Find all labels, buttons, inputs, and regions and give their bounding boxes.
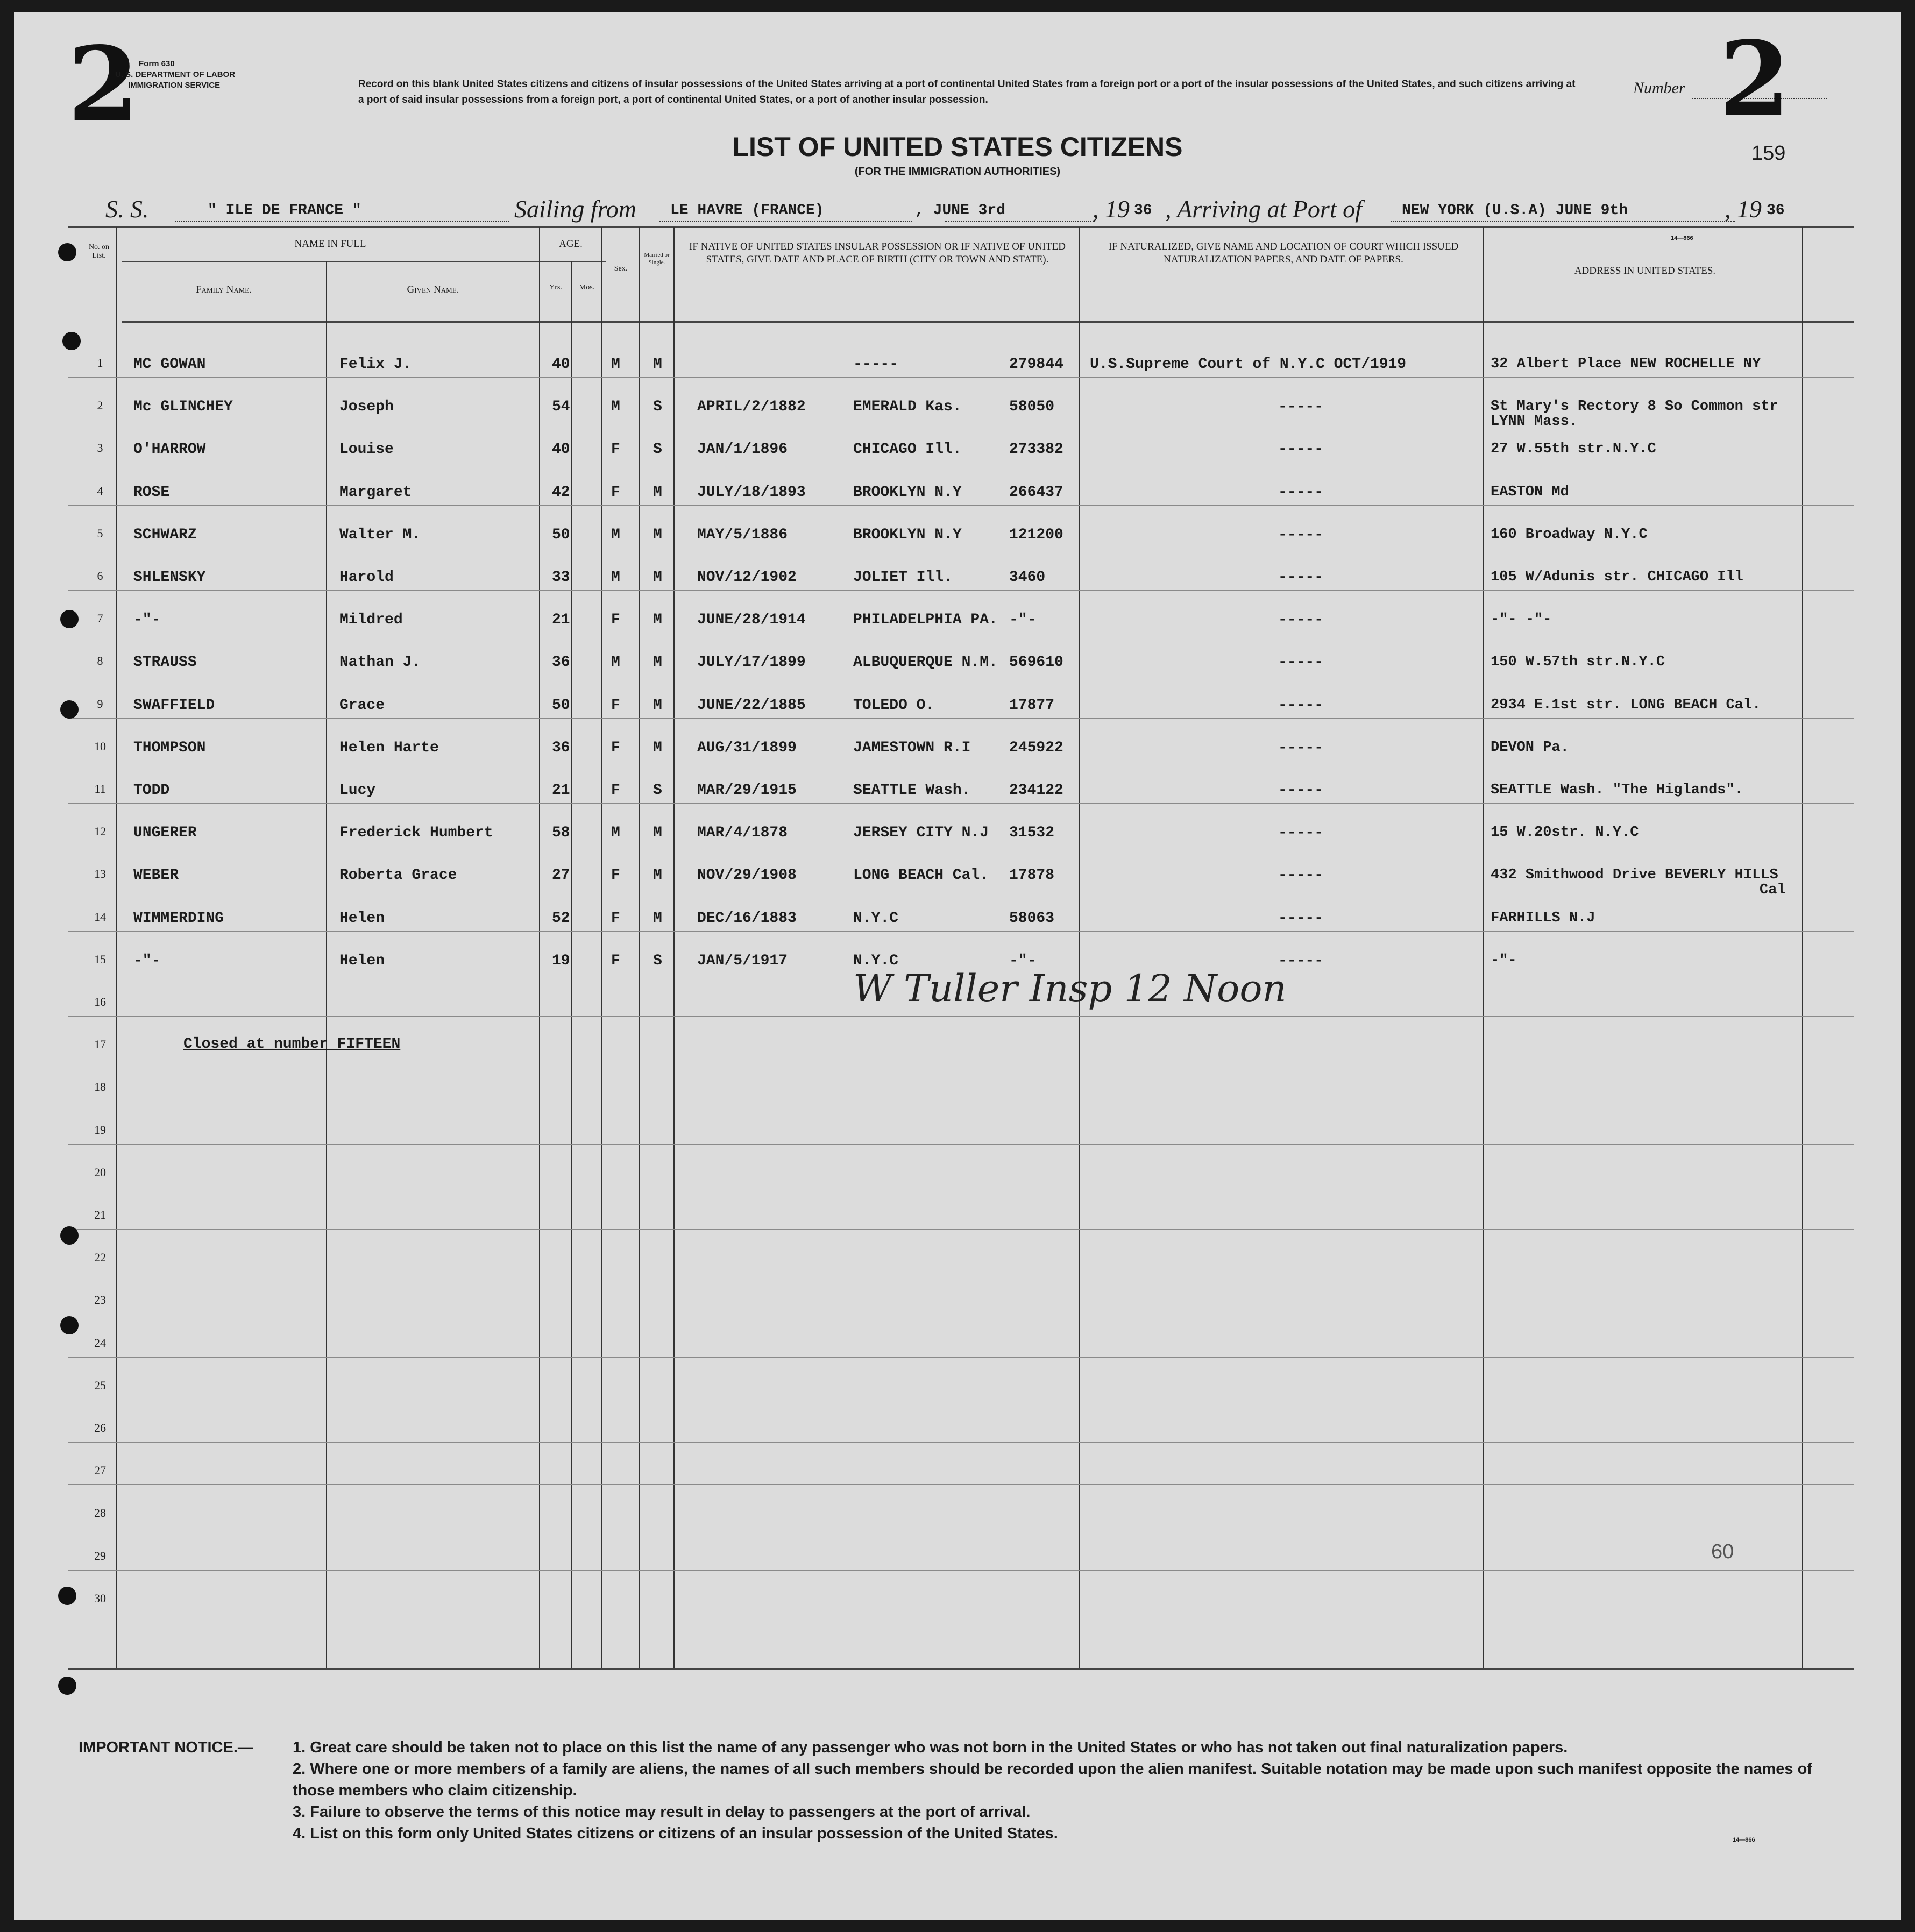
given-name: Louise (339, 441, 394, 458)
row-number: 26 (94, 1421, 106, 1434)
age-years: 52 (552, 910, 570, 927)
notice-printer-mark: 14—866 (1733, 1837, 1755, 1843)
binder-hole (58, 1587, 76, 1605)
service-label: IMMIGRATION SERVICE (128, 81, 221, 90)
sex: M (611, 825, 620, 841)
row-number: 16 (94, 995, 106, 1008)
certificate-number: 266437 (1009, 484, 1063, 501)
age-years: 50 (552, 697, 570, 714)
family-name: STRAUSS (133, 654, 197, 671)
family-name: WEBER (133, 867, 179, 884)
header-naturalized: IF NATURALIZED, GIVE NAME AND LOCATION OF COURT WHICH ISSUED NATURALIZATION PAPERS, AND DATE OF PAPERS. (1108, 241, 1459, 265)
manifest-sheet (14, 12, 1901, 1920)
us-address: -"- (1491, 953, 1517, 969)
certificate-number: 569610 (1009, 654, 1063, 671)
marital-status: S (653, 399, 662, 415)
ship-name: " ILE DE FRANCE " (208, 202, 361, 219)
certificate-number: -"- (1009, 612, 1037, 628)
certificate-number: 58050 (1009, 399, 1055, 415)
notice-item-4: 4. List on this form only United States citizens or citizens of an insular possession of the United States. (293, 1825, 1058, 1842)
row-number: 29 (94, 1549, 106, 1562)
row-rule (68, 1442, 1854, 1443)
row-number: 27 (94, 1464, 106, 1477)
row-number: 22 (94, 1251, 106, 1264)
row-number: 30 (94, 1592, 106, 1605)
row-number: 15 (94, 953, 106, 966)
row-rule (68, 1570, 1854, 1571)
row-number: 14 (94, 910, 106, 924)
us-address-line2: Cal (1760, 882, 1786, 898)
us-address: St Mary's Rectory 8 So Common str (1491, 399, 1778, 415)
given-name: Frederick Humbert (339, 825, 493, 841)
marital-status: M (653, 867, 662, 884)
row-number: 11 (94, 782, 106, 795)
naturalization-court: ----- (1278, 569, 1324, 586)
marital-status: M (653, 569, 662, 586)
certificate-number: 279844 (1009, 356, 1063, 373)
voyage-line (14, 195, 1901, 242)
age-years: 50 (552, 527, 570, 543)
birth-place: JAMESTOWN R.I (853, 740, 971, 756)
row-rule (68, 1016, 1854, 1017)
marital-status: M (653, 910, 662, 927)
naturalization-court: ----- (1278, 441, 1324, 458)
family-name: THOMPSON (133, 740, 206, 756)
marital-status: S (653, 782, 662, 799)
naturalization-court: ----- (1278, 399, 1324, 415)
sex: F (611, 484, 620, 501)
marital-status: M (653, 740, 662, 756)
closing-note: Closed at number FIFTEEN (183, 1036, 401, 1053)
sex: F (611, 867, 620, 884)
naturalization-court: ----- (1278, 527, 1324, 543)
birth-date: MAY/5/1886 (697, 527, 788, 543)
birth-place: PHILADELPHIA PA. (853, 612, 998, 628)
year-prefix-2: , 19 (1725, 195, 1762, 223)
form-number: Form 630 (139, 59, 175, 68)
row-rule (68, 505, 1854, 506)
naturalization-court: ----- (1278, 782, 1324, 799)
us-address: 2934 E.1st str. LONG BEACH Cal. (1491, 697, 1761, 713)
us-address: 105 W/Adunis str. CHICAGO Ill (1491, 569, 1743, 585)
binder-hole (60, 700, 79, 719)
naturalization-court: ----- (1278, 740, 1324, 756)
birth-place: JERSEY CITY N.J (853, 825, 989, 841)
marital-status: S (653, 441, 662, 458)
given-name: Joseph (339, 399, 394, 415)
naturalization-court: ----- (1278, 825, 1324, 841)
margin-number: 60 (1711, 1540, 1734, 1563)
header-sex: Sex. (614, 265, 628, 273)
naturalization-court: ----- (1278, 697, 1324, 714)
marital-status: M (653, 356, 662, 373)
given-name: Helen (339, 953, 385, 969)
binder-hole (60, 1226, 79, 1245)
header-bottom-border (122, 321, 1854, 323)
birth-date: NOV/12/1902 (697, 569, 797, 586)
marital-status: M (653, 825, 662, 841)
year-suffix-2: 36 (1767, 202, 1785, 219)
marital-status: M (653, 697, 662, 714)
notice-heading: IMPORTANT NOTICE.— (79, 1739, 253, 1756)
number-value: 2 (1719, 19, 1791, 139)
sheet-number-left: 2 (68, 24, 139, 144)
row-number: 23 (94, 1293, 106, 1306)
from-port: LE HAVRE (FRANCE) (670, 202, 824, 219)
naturalization-court: ----- (1278, 484, 1324, 501)
arriving-label: , Arriving at Port of (1165, 195, 1362, 223)
birth-place: N.Y.C (853, 953, 899, 969)
row-number: 19 (94, 1123, 106, 1137)
row-rule (68, 718, 1854, 719)
given-name: Lucy (339, 782, 376, 799)
given-name: Mildred (339, 612, 403, 628)
notice-item-3: 3. Failure to observe the terms of this notice may result in delay to passengers at the port of arrival. (293, 1803, 1031, 1821)
naturalization-court: ----- (1278, 953, 1324, 969)
header-no-on-list: No. on List. (88, 243, 110, 260)
marital-status: M (653, 484, 662, 501)
certificate-number: 3460 (1009, 569, 1046, 586)
sex: M (611, 527, 620, 543)
header-birth: IF NATIVE OF UNITED STATES INSULAR POSSESSION OR IF NATIVE OF UNITED STATES, GIVE DATE AND PLACE OF BIRTH (CITY OR TOWN AND STATE). (689, 241, 1066, 265)
binder-hole (60, 610, 79, 628)
header-married-single: Married or Single. (644, 252, 670, 266)
row-number: 9 (97, 697, 103, 711)
naturalization-court: ----- (1278, 867, 1324, 884)
header-years: Yrs. (549, 283, 562, 292)
row-number: 4 (97, 484, 103, 498)
birth-place: SEATTLE Wash. (853, 782, 971, 799)
us-address: 432 Smithwood Drive BEVERLY HILLS (1491, 867, 1778, 883)
family-name: -"- (133, 953, 161, 969)
row-number: 25 (94, 1379, 106, 1392)
family-name: ROSE (133, 484, 170, 501)
us-address: 27 W.55th str.N.Y.C (1491, 441, 1656, 457)
us-address: 32 Albert Place NEW ROCHELLE NY (1491, 356, 1761, 372)
sex: F (611, 697, 620, 714)
sex: M (611, 654, 620, 671)
row-rule (68, 1357, 1854, 1358)
family-name: SCHWARZ (133, 527, 197, 543)
naturalization-court: ----- (1278, 612, 1324, 628)
header-name-in-full: NAME IN FULL (294, 238, 366, 250)
marital-status: M (653, 612, 662, 628)
row-number: 7 (97, 612, 103, 625)
us-address: SEATTLE Wash. "The Higlands". (1491, 782, 1743, 798)
row-rule (68, 377, 1854, 378)
ss-label: S. S. (105, 195, 149, 223)
header-given-name: Given Name. (407, 284, 459, 295)
age-years: 27 (552, 867, 570, 884)
row-number: 12 (94, 825, 106, 838)
family-name: UNGERER (133, 825, 197, 841)
family-name: -"- (133, 612, 161, 628)
age-years: 21 (552, 612, 570, 628)
page-title: LIST OF UNITED STATES CITIZENS (732, 132, 1183, 162)
age-years: 40 (552, 356, 570, 373)
birth-date: DEC/16/1883 (697, 910, 797, 927)
sail-date: , JUNE 3rd (915, 202, 1006, 219)
header-address: ADDRESS IN UNITED STATES. (1574, 265, 1716, 276)
sex: M (611, 569, 620, 586)
us-address: 160 Broadway N.Y.C (1491, 527, 1648, 543)
family-name: MC GOWAN (133, 356, 206, 373)
sex: F (611, 612, 620, 628)
row-number: 8 (97, 654, 103, 667)
header-months: Mos. (579, 283, 595, 292)
marital-status: S (653, 953, 662, 969)
row-number: 3 (97, 441, 103, 454)
year-suffix-1: 36 (1134, 202, 1152, 219)
certificate-number: 31532 (1009, 825, 1055, 841)
age-years: 33 (552, 569, 570, 586)
age-years: 54 (552, 399, 570, 415)
age-years: 40 (552, 441, 570, 458)
row-number: 10 (94, 740, 106, 753)
certificate-number: -"- (1009, 953, 1037, 969)
given-name: Walter M. (339, 527, 421, 543)
arrival-port-date: NEW YORK (U.S.A) JUNE 9th (1402, 202, 1628, 219)
row-rule (68, 1144, 1854, 1145)
given-name: Helen Harte (339, 740, 439, 756)
birth-date: JAN/1/1896 (697, 441, 788, 458)
us-address: 15 W.20str. N.Y.C (1491, 825, 1639, 841)
row-number: 28 (94, 1506, 106, 1519)
birth-place: TOLEDO O. (853, 697, 935, 714)
family-name: SWAFFIELD (133, 697, 215, 714)
certificate-number: 17878 (1009, 867, 1055, 884)
notice-item-1: 1. Great care should be taken not to place on this list the name of any passenger who was not born in the United States or who has not taken out final naturalization papers. (293, 1739, 1568, 1756)
birth-date: JAN/5/1917 (697, 953, 788, 969)
age-years: 42 (552, 484, 570, 501)
printer-note: 14—866 (1671, 235, 1693, 242)
birth-date: MAR/29/1915 (697, 782, 797, 799)
given-name: Felix J. (339, 356, 412, 373)
marital-status: M (653, 654, 662, 671)
row-number: 20 (94, 1166, 106, 1179)
row-number: 6 (97, 569, 103, 583)
birth-date: MAR/4/1878 (697, 825, 788, 841)
birth-place: LONG BEACH Cal. (853, 867, 989, 884)
naturalization-court: ----- (1278, 910, 1324, 927)
age-years: 58 (552, 825, 570, 841)
age-years: 36 (552, 654, 570, 671)
sex: F (611, 910, 620, 927)
certificate-number: 273382 (1009, 441, 1063, 458)
family-name: O'HARROW (133, 441, 206, 458)
birth-place: BROOKLYN N.Y (853, 527, 962, 543)
birth-date: APRIL/2/1882 (697, 399, 806, 415)
row-number: 21 (94, 1208, 106, 1221)
birth-place: N.Y.C (853, 910, 899, 927)
certificate-number: 17877 (1009, 697, 1055, 714)
row-number: 2 (97, 399, 103, 412)
certificate-number: 234122 (1009, 782, 1063, 799)
birth-place: JOLIET Ill. (853, 569, 953, 586)
birth-place: ALBUQUERQUE N.M. (853, 654, 998, 671)
row-rule (68, 590, 1854, 591)
birth-date: AUG/31/1899 (697, 740, 797, 756)
row-rule (68, 803, 1854, 804)
birth-date: JULY/17/1899 (697, 654, 806, 671)
certificate-number: 121200 (1009, 527, 1063, 543)
birth-date: JUNE/22/1885 (697, 697, 806, 714)
given-name: Grace (339, 697, 385, 714)
sex: M (611, 399, 620, 415)
age-years: 21 (552, 782, 570, 799)
family-name: SHLENSKY (133, 569, 206, 586)
page-stamp: 159 (1751, 142, 1786, 165)
row-number: 17 (94, 1038, 106, 1051)
header-age: AGE. (559, 238, 583, 250)
us-address: EASTON Md (1491, 484, 1569, 500)
family-name: TODD (133, 782, 170, 799)
table-top-border (68, 226, 1854, 228)
naturalization-court: U.S.Supreme Court of N.Y.C OCT/1919 (1090, 356, 1407, 373)
row-number: 13 (94, 867, 106, 880)
us-address: 150 W.57th str.N.Y.C (1491, 654, 1665, 670)
header-family-name: Family Name. (196, 284, 252, 295)
birth-date: JULY/18/1893 (697, 484, 806, 501)
given-name: Roberta Grace (339, 867, 457, 884)
birth-place: BROOKLYN N.Y (853, 484, 962, 501)
binder-hole (62, 332, 81, 350)
sex: F (611, 953, 620, 969)
row-number: 1 (97, 356, 103, 370)
sex: M (611, 356, 620, 373)
given-name: Margaret (339, 484, 412, 501)
notice-item-2: 2. Where one or more members of a family are aliens, the names of all such members should be recorded upon the alien manifest. Suitable notation may be made upon such manifest opposite the names of those members who claim citizenship. (293, 1760, 1812, 1799)
row-rule (68, 931, 1854, 932)
row-rule (68, 1484, 1854, 1485)
birth-place: ----- (853, 356, 899, 373)
sex: F (611, 740, 620, 756)
birth-date: NOV/29/1908 (697, 867, 797, 884)
age-years: 19 (552, 953, 570, 969)
department-label: U. S. DEPARTMENT OF LABOR (115, 70, 236, 79)
us-address: FARHILLS N.J (1491, 910, 1595, 926)
given-name: Helen (339, 910, 385, 927)
binder-hole (58, 1677, 76, 1695)
family-name: WIMMERDING (133, 910, 224, 927)
page-subtitle: (FOR THE IMMIGRATION AUTHORITIES) (854, 166, 1061, 177)
certificate-number: 58063 (1009, 910, 1055, 927)
us-address: -"- -"- (1491, 612, 1552, 628)
table-bottom-border (68, 1668, 1854, 1670)
given-name: Harold (339, 569, 394, 586)
form-instructions: Record on this blank United States citizens and citizens of insular possessions of the United States arriving at a port of continental United States from a foreign port or a port of the insular possessions of the United States, and such citizens arriving at a port of said insular possessions from a foreign port, a port of continental United States, or a port of another insular possession. (358, 79, 1576, 105)
sex: F (611, 782, 620, 799)
certificate-number: 245922 (1009, 740, 1063, 756)
row-rule (68, 1229, 1854, 1230)
us-address: DEVON Pa. (1491, 740, 1569, 756)
marital-status: M (653, 527, 662, 543)
row-number: 5 (97, 527, 103, 540)
age-years: 36 (552, 740, 570, 756)
birth-place: CHICAGO Ill. (853, 441, 962, 458)
us-address-line2: LYNN Mass. (1491, 414, 1578, 430)
inspector-signature: W Tuller Insp 12 Noon (853, 967, 1287, 1011)
given-name: Nathan J. (339, 654, 421, 671)
birth-place: EMERALD Kas. (853, 399, 962, 415)
binder-hole (60, 1316, 79, 1334)
binder-hole (58, 243, 76, 261)
row-number: 18 (94, 1080, 106, 1093)
sailing-label: Sailing from (514, 195, 637, 223)
year-prefix-1: , 19 (1093, 195, 1130, 223)
family-name: Mc GLINCHEY (133, 399, 233, 415)
naturalization-court: ----- (1278, 654, 1324, 671)
number-label: Number (1633, 79, 1685, 97)
birth-date: JUNE/28/1914 (697, 612, 806, 628)
row-number: 24 (94, 1336, 106, 1349)
sex: F (611, 441, 620, 458)
